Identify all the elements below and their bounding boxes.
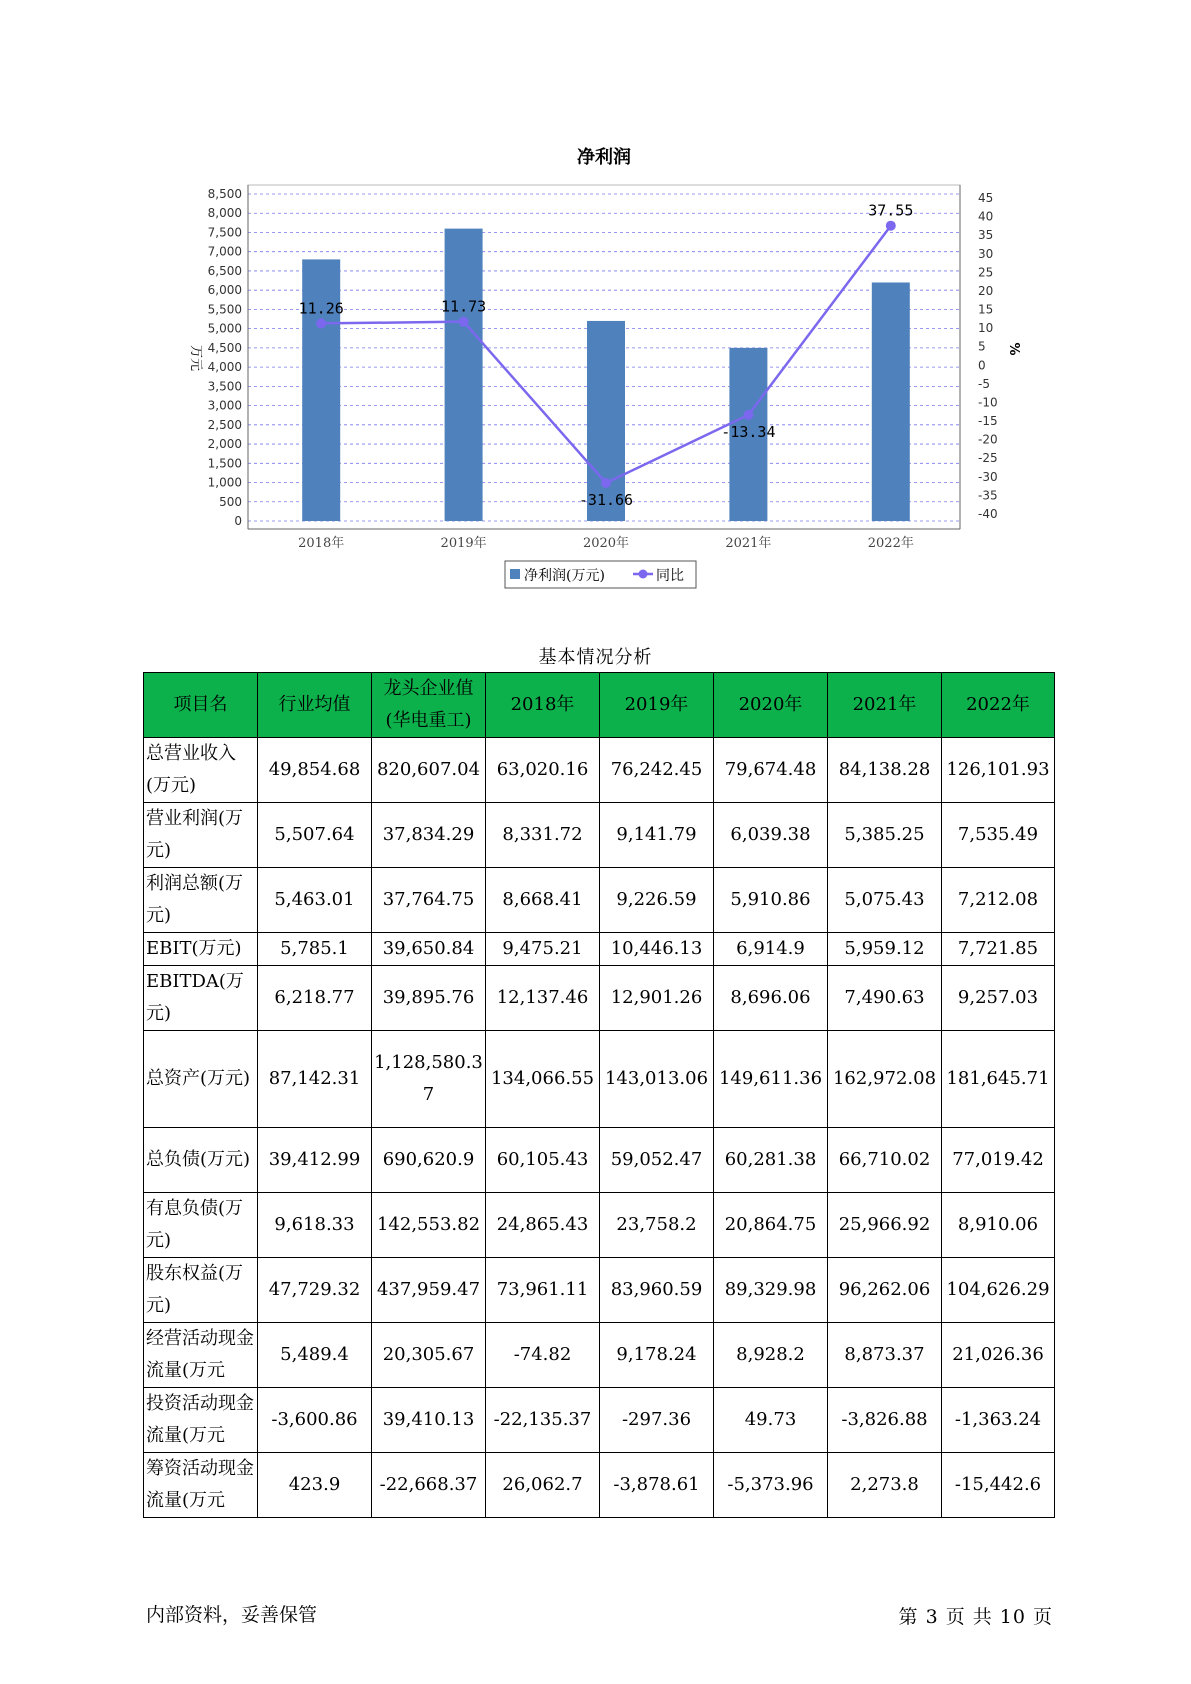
yoy-point: [459, 317, 469, 327]
value-cell: 37,834.29: [372, 803, 486, 868]
value-cell: 76,242.45: [600, 738, 714, 803]
footer-confidential-note: 内部资料，妥善保管: [146, 1604, 318, 1626]
table-row: [144, 803, 1055, 868]
value-cell: 87,142.31: [258, 1031, 372, 1128]
footer-page-number: 第 3 页 共 10 页: [898, 1606, 1053, 1628]
row-label-cell: 有息负债(万元): [144, 1193, 258, 1258]
value-cell: 83,960.59: [600, 1258, 714, 1323]
net-profit-chart: [0, 0, 1191, 600]
value-cell: 5,463.01: [258, 868, 372, 933]
value-cell: 60,105.43: [486, 1128, 600, 1193]
value-cell: 690,620.9: [372, 1128, 486, 1193]
value-cell: 9,226.59: [600, 868, 714, 933]
value-cell: 7,535.49: [942, 803, 1055, 868]
y-tick-label: 5,000: [207, 321, 242, 336]
y2-tick-label: 15: [978, 302, 994, 317]
value-cell: 96,262.06: [828, 1258, 942, 1323]
value-cell: 6,039.38: [714, 803, 828, 868]
table-row: [144, 1323, 1055, 1388]
y2-tick-label: -5: [978, 376, 990, 391]
value-cell: 8,668.41: [486, 868, 600, 933]
y-tick-label: 2,500: [207, 417, 242, 432]
table-row: [144, 966, 1055, 1031]
value-cell: 63,020.16: [486, 738, 600, 803]
row-label-cell: 营业利润(万元): [144, 803, 258, 868]
y-axis-label: 万元: [188, 344, 203, 372]
value-cell: 437,959.47: [372, 1258, 486, 1323]
value-cell: 5,959.12: [828, 933, 942, 966]
value-cell: 143,013.06: [600, 1031, 714, 1128]
row-label-cell: 股东权益(万元): [144, 1258, 258, 1323]
y2-tick-label: 35: [978, 228, 994, 243]
value-cell: 23,758.2: [600, 1193, 714, 1258]
table-row: [144, 1388, 1055, 1453]
y2-tick-label: -40: [978, 507, 998, 521]
yoy-data-label: 11.73: [441, 297, 487, 316]
value-cell: 5,785.1: [258, 933, 372, 966]
column-header: 2019年: [600, 673, 714, 738]
y-tick-label: 3,000: [207, 398, 242, 413]
value-cell: -3,600.86: [258, 1388, 372, 1453]
value-cell: 162,972.08: [828, 1031, 942, 1128]
y2-tick-label: 0: [978, 358, 986, 373]
y-tick-label: 8,500: [207, 187, 242, 201]
yoy-point: [316, 318, 326, 328]
column-header: 行业均值: [258, 673, 372, 738]
value-cell: 26,062.7: [486, 1453, 600, 1518]
y2-tick-label: -25: [978, 451, 998, 466]
value-cell: 820,607.04: [372, 738, 486, 803]
y2-tick-label: 30: [978, 246, 994, 261]
value-cell: -3,878.61: [600, 1453, 714, 1518]
y2-tick-label: 5: [978, 339, 986, 354]
table-row: [144, 738, 1055, 803]
value-cell: 39,895.76: [372, 966, 486, 1031]
yoy-data-label: 37.55: [868, 201, 914, 220]
value-cell: 7,212.08: [942, 868, 1055, 933]
y2-tick-label: -35: [978, 488, 998, 503]
value-cell: 12,901.26: [600, 966, 714, 1031]
value-cell: 1,128,580.37: [372, 1031, 486, 1128]
x-tick-label: 2019年: [440, 536, 487, 551]
yoy-point: [743, 410, 753, 420]
chart-title: 净利润: [577, 147, 631, 168]
table-row: [144, 868, 1055, 933]
value-cell: 5,910.86: [714, 868, 828, 933]
legend-bar-label: 净利润(万元): [524, 568, 605, 584]
x-tick-label: 2020年: [582, 536, 630, 551]
value-cell: -15,442.6: [942, 1453, 1055, 1518]
y-tick-label: 7,000: [207, 244, 242, 259]
value-cell: 5,489.4: [258, 1323, 372, 1388]
table-row: [144, 1128, 1055, 1193]
legend-line-label: 同比: [656, 568, 684, 584]
value-cell: 7,721.85: [942, 933, 1055, 966]
y-tick-label: 4,000: [207, 360, 242, 375]
value-cell: 37,764.75: [372, 868, 486, 933]
y-tick-label: 8,000: [207, 206, 242, 221]
value-cell: 8,331.72: [486, 803, 600, 868]
value-cell: 21,026.36: [942, 1323, 1055, 1388]
value-cell: 10,446.13: [600, 933, 714, 966]
value-cell: 149,611.36: [714, 1031, 828, 1128]
value-cell: 5,507.64: [258, 803, 372, 868]
value-cell: -22,135.37: [486, 1388, 600, 1453]
y-tick-label: 6,500: [207, 263, 242, 278]
bar: [872, 282, 910, 521]
value-cell: 5,075.43: [828, 868, 942, 933]
column-header: 2022年: [942, 673, 1055, 738]
value-cell: -297.36: [600, 1388, 714, 1453]
y-tick-label: 0: [234, 514, 242, 528]
table-row: [144, 1453, 1055, 1518]
y-tick-label: 1,000: [207, 475, 242, 490]
column-header: 2018年: [486, 673, 600, 738]
y-tick-label: 500: [219, 494, 242, 509]
value-cell: 5,385.25: [828, 803, 942, 868]
bar: [445, 229, 483, 521]
value-cell: 6,914.9: [714, 933, 828, 966]
value-cell: 7,490.63: [828, 966, 942, 1031]
y2-tick-label: -20: [978, 432, 998, 447]
y-tick-label: 4,500: [207, 340, 242, 355]
y2-axis-label: %: [1006, 342, 1021, 356]
value-cell: 2,273.8: [828, 1453, 942, 1518]
value-cell: 39,410.13: [372, 1388, 486, 1453]
value-cell: -74.82: [486, 1323, 600, 1388]
y2-tick-label: 10: [978, 321, 994, 336]
x-tick-label: 2018年: [298, 536, 345, 551]
value-cell: 181,645.71: [942, 1031, 1055, 1128]
row-label-cell: 投资活动现金流量(万元: [144, 1388, 258, 1453]
value-cell: 104,626.29: [942, 1258, 1055, 1323]
value-cell: 134,066.55: [486, 1031, 600, 1128]
value-cell: 12,137.46: [486, 966, 600, 1031]
value-cell: 142,553.82: [372, 1193, 486, 1258]
row-label-cell: 总营业收入(万元): [144, 738, 258, 803]
x-tick-label: 2021年: [725, 536, 772, 551]
row-label-cell: 总资产(万元): [144, 1031, 258, 1128]
value-cell: 9,257.03: [942, 966, 1055, 1031]
row-label-cell: EBITDA(万元): [144, 966, 258, 1031]
value-cell: 49,854.68: [258, 738, 372, 803]
row-label-cell: EBIT(万元): [144, 933, 258, 966]
value-cell: 73,961.11: [486, 1258, 600, 1323]
chart-svg: [0, 0, 1191, 600]
value-cell: -1,363.24: [942, 1388, 1055, 1453]
value-cell: -22,668.37: [372, 1453, 486, 1518]
value-cell: 423.9: [258, 1453, 372, 1518]
value-cell: 9,178.24: [600, 1323, 714, 1388]
value-cell: 89,329.98: [714, 1258, 828, 1323]
legend-line-marker: [639, 570, 648, 579]
x-tick-label: 2022年: [867, 536, 914, 551]
value-cell: 77,019.42: [942, 1128, 1055, 1193]
value-cell: 9,475.21: [486, 933, 600, 966]
row-label-cell: 总负债(万元): [144, 1128, 258, 1193]
y-tick-label: 2,000: [207, 437, 242, 452]
table-row: [144, 1031, 1055, 1128]
value-cell: 9,618.33: [258, 1193, 372, 1258]
yoy-data-label: 11.26: [298, 299, 344, 318]
row-label-cell: 利润总额(万元): [144, 868, 258, 933]
yoy-data-label: -13.34: [721, 422, 776, 441]
value-cell: 9,141.79: [600, 803, 714, 868]
value-cell: 47,729.32: [258, 1258, 372, 1323]
table-caption: 基本情况分析: [538, 647, 653, 668]
table-body: [144, 738, 1055, 1518]
value-cell: 79,674.48: [714, 738, 828, 803]
y-tick-label: 5,500: [207, 302, 242, 317]
value-cell: 25,966.92: [828, 1193, 942, 1258]
value-cell: 8,910.06: [942, 1193, 1055, 1258]
row-label-cell: 筹资活动现金流量(万元: [144, 1453, 258, 1518]
analysis-table: [143, 672, 1055, 1518]
table-row: [144, 1258, 1055, 1323]
table-row: [144, 933, 1055, 966]
value-cell: 49.73: [714, 1388, 828, 1453]
table-header-row: [144, 673, 1055, 738]
table-row: [144, 1193, 1055, 1258]
value-cell: -5,373.96: [714, 1453, 828, 1518]
y-tick-label: 3,500: [207, 379, 242, 394]
value-cell: 126,101.93: [942, 738, 1055, 803]
column-header: 项目名: [144, 673, 258, 738]
value-cell: 60,281.38: [714, 1128, 828, 1193]
value-cell: 24,865.43: [486, 1193, 600, 1258]
value-cell: 66,710.02: [828, 1128, 942, 1193]
y-tick-label: 7,500: [207, 225, 242, 240]
y-tick-label: 1,500: [207, 456, 242, 471]
value-cell: 84,138.28: [828, 738, 942, 803]
y2-tick-label: 25: [978, 265, 994, 280]
value-cell: -3,826.88: [828, 1388, 942, 1453]
y2-tick-label: 45: [978, 191, 994, 205]
value-cell: 20,864.75: [714, 1193, 828, 1258]
y2-tick-label: -30: [978, 469, 998, 484]
row-label-cell: 经营活动现金流量(万元: [144, 1323, 258, 1388]
y-tick-label: 6,000: [207, 283, 242, 298]
legend-bar-swatch: [510, 569, 520, 579]
value-cell: 59,052.47: [600, 1128, 714, 1193]
column-header: 2020年: [714, 673, 828, 738]
yoy-data-label: -31.66: [578, 490, 634, 509]
y2-tick-label: -15: [978, 414, 998, 429]
value-cell: 6,218.77: [258, 966, 372, 1031]
y2-tick-label: 40: [978, 209, 994, 224]
value-cell: 8,696.06: [714, 966, 828, 1031]
y2-tick-label: 20: [978, 283, 994, 298]
value-cell: 39,650.84: [372, 933, 486, 966]
value-cell: 8,873.37: [828, 1323, 942, 1388]
column-header: 2021年: [828, 673, 942, 738]
value-cell: 20,305.67: [372, 1323, 486, 1388]
value-cell: 8,928.2: [714, 1323, 828, 1388]
column-header: 龙头企业值(华电重工): [372, 673, 486, 738]
y2-tick-label: -10: [978, 395, 998, 410]
yoy-point: [886, 221, 896, 231]
yoy-point: [601, 478, 611, 488]
value-cell: 39,412.99: [258, 1128, 372, 1193]
